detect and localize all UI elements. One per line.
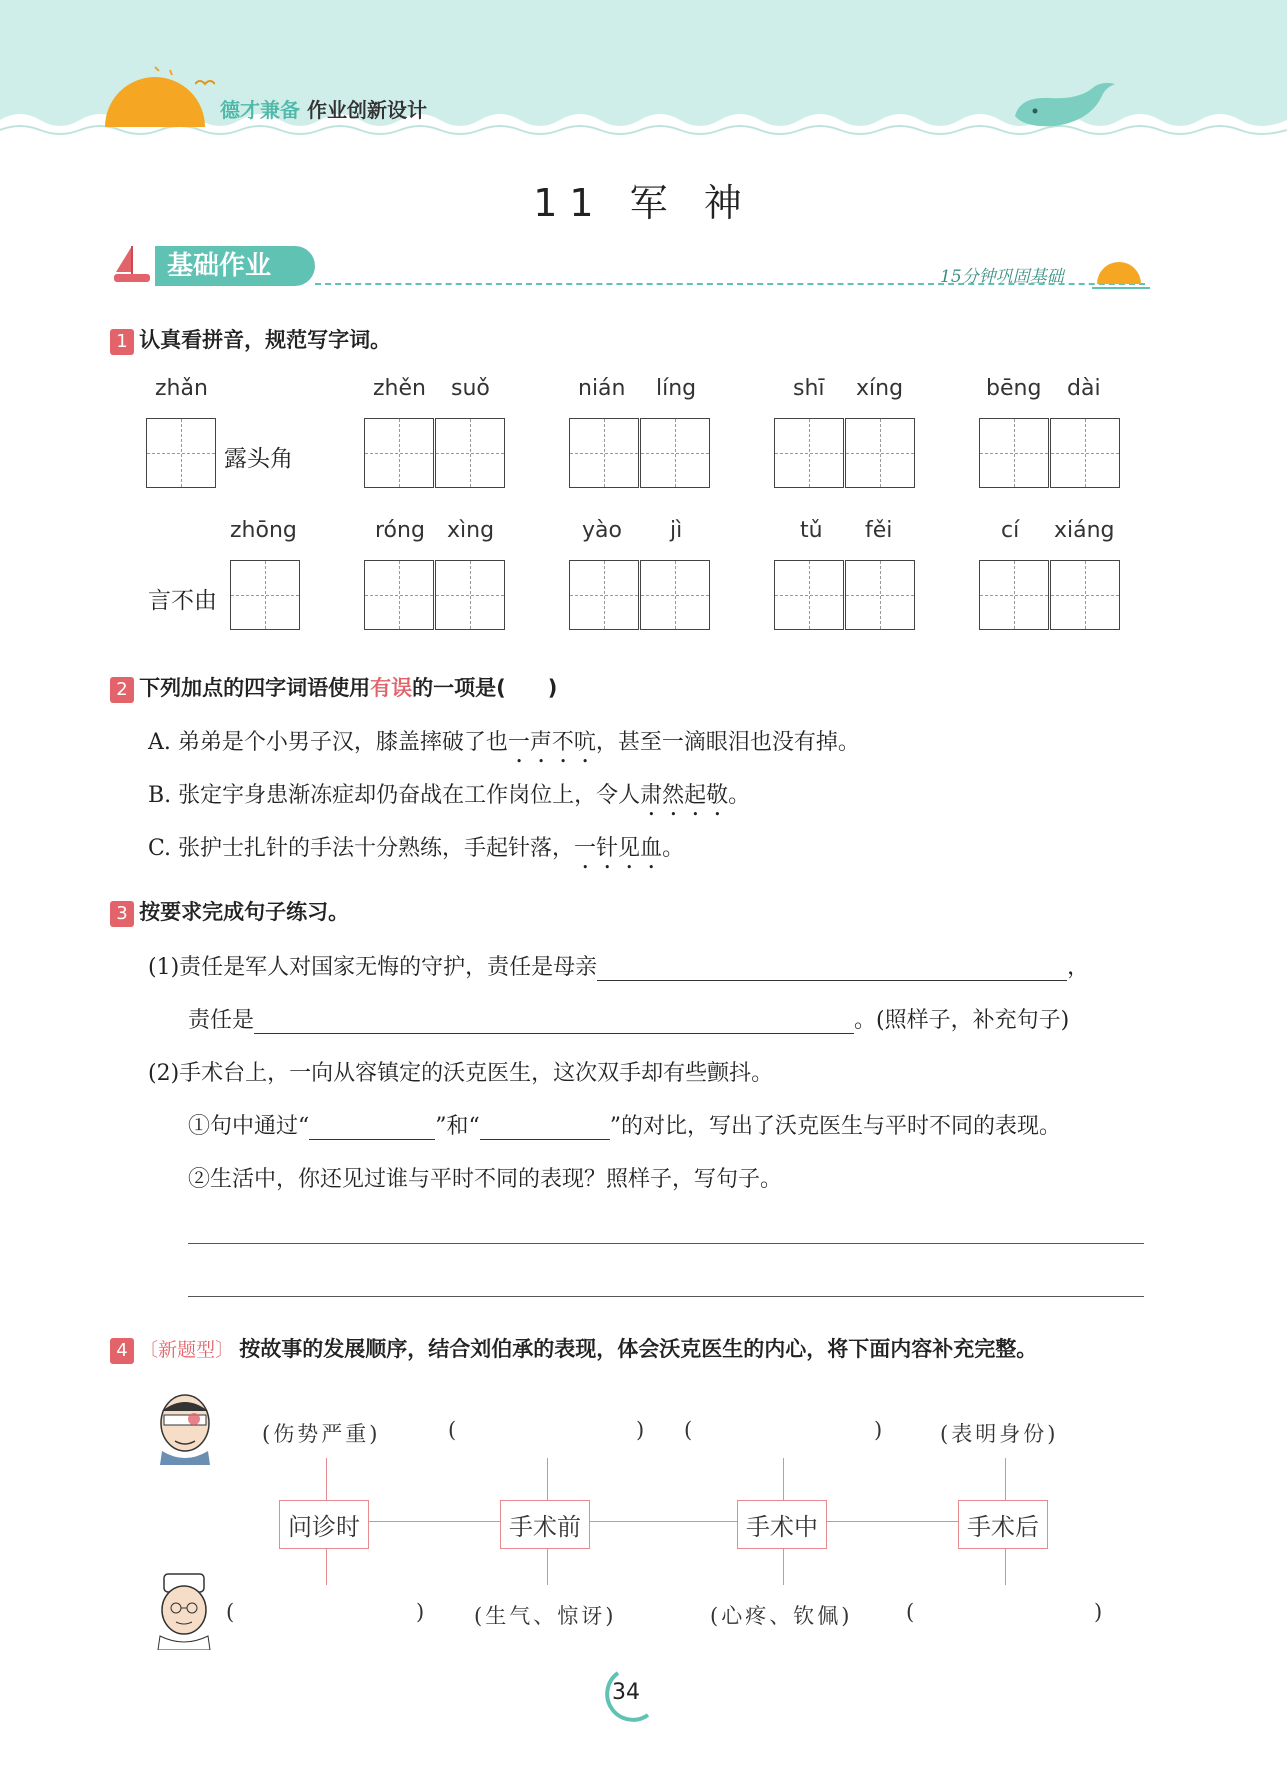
question-4-header: 4 〔新题型〕 按故事的发展顺序，结合刘伯承的表现，体会沃克医生的内心，将下面内容补充完整。 [110, 1333, 1037, 1364]
pinyin: zhǎn [155, 376, 208, 401]
section-subtitle: 15分钟巩固基础 [940, 267, 1064, 287]
page-number: 34 [612, 1680, 640, 1705]
bottom-label-close: ) [1094, 1600, 1106, 1624]
writing-box[interactable] [569, 560, 639, 630]
bottom-label: (心疼、钦佩) [710, 1604, 853, 1628]
pinyin: nián [578, 376, 626, 401]
pinyin: suǒ [451, 376, 490, 401]
top-label-close: ) [636, 1418, 648, 1442]
bird-icon [195, 78, 215, 90]
writing-box[interactable] [1050, 560, 1120, 630]
pinyin: xíng [856, 376, 904, 401]
writing-box[interactable] [1050, 418, 1120, 488]
page-title: 11 军 神 [533, 181, 754, 225]
pinyin: dài [1067, 376, 1101, 401]
writing-box[interactable] [845, 418, 915, 488]
writing-box[interactable] [230, 560, 300, 630]
word-prefix: 言不由 [148, 588, 217, 614]
q3-part2-b: ②生活中，你还见过谁与平时不同的表现？照样子，写句子。 [188, 1167, 783, 1192]
q3-part2: (2)手术台上，一向从容镇定的沃克医生，这次双手却有些颤抖。 [148, 1061, 774, 1086]
pinyin: xìng [447, 518, 495, 543]
writing-box[interactable] [640, 418, 710, 488]
top-label: (表明身份) [940, 1422, 1059, 1446]
pinyin: fěi [865, 518, 893, 543]
pinyin: jì [670, 518, 683, 543]
writing-box[interactable] [435, 418, 505, 488]
bottom-label-close: ) [416, 1600, 428, 1624]
bottom-label: (生气、惊讶) [474, 1604, 617, 1628]
sun-icon [100, 62, 210, 132]
writing-box[interactable] [146, 418, 216, 488]
pinyin: róng [375, 518, 425, 543]
stage-box: 手术前 [500, 1500, 590, 1549]
pinyin: xiáng [1054, 518, 1115, 543]
option-c[interactable]: C. 张护士扎针的手法十分熟练，手起针落，一针见血。 [148, 836, 685, 861]
answer-blank[interactable] [480, 1117, 610, 1140]
writing-box[interactable] [979, 560, 1049, 630]
option-b[interactable]: B. 张定宇身患渐冻症却仍奋战在工作岗位上，令人肃然起敬。 [148, 783, 751, 808]
brand-title: 德才兼备 作业创新设计 [220, 98, 427, 122]
writing-box[interactable] [845, 560, 915, 630]
top-label-close: ) [874, 1418, 886, 1442]
bottom-label-open[interactable]: ( [906, 1600, 918, 1624]
option-a[interactable]: A. 弟弟是个小男子汉，膝盖摔破了也一声不吭，甚至一滴眼泪也没有掉。 [148, 730, 860, 755]
writing-box[interactable] [774, 418, 844, 488]
q3-part1-line2: 责任是 。(照样子，补充句子) [188, 1008, 1070, 1033]
whale-icon [1010, 76, 1120, 136]
question-2-header: 2 下列加点的四字词语使用有误的一项是( ) [110, 672, 557, 703]
writing-box[interactable] [979, 418, 1049, 488]
writing-box[interactable] [364, 418, 434, 488]
writing-box[interactable] [364, 560, 434, 630]
timeline-line [326, 1521, 1006, 1522]
top-label-open[interactable]: ( [684, 1418, 696, 1442]
answer-blank[interactable] [597, 958, 1067, 981]
writing-box[interactable] [569, 418, 639, 488]
pinyin: zhěn [373, 376, 426, 401]
q3-part1-line1: (1)责任是军人对国家无悔的守护，责任是母亲 ， [148, 955, 1090, 980]
stage-box: 手术后 [958, 1500, 1048, 1549]
answer-line[interactable] [188, 1243, 1144, 1244]
patient-portrait-icon [150, 1385, 220, 1465]
answer-blank[interactable] [309, 1117, 435, 1140]
writing-box[interactable] [640, 560, 710, 630]
pinyin: shī [793, 376, 825, 401]
pinyin: líng [656, 376, 697, 401]
pinyin: yào [582, 518, 622, 543]
writing-box[interactable] [435, 560, 505, 630]
question-3-header: 3 按要求完成句子练习。 [110, 896, 349, 927]
bottom-label-open[interactable]: ( [226, 1600, 238, 1624]
stage-box: 问诊时 [279, 1500, 369, 1549]
sailboat-icon [110, 242, 155, 287]
q3-part2-a: ①句中通过“ ”和“ ”的对比，写出了沃克医生与平时不同的表现。 [188, 1114, 1061, 1139]
stage-box: 手术中 [737, 1500, 827, 1549]
doctor-portrait-icon [150, 1570, 220, 1650]
sunset-icon [1092, 256, 1152, 296]
pinyin: tǔ [800, 518, 823, 543]
answer-line[interactable] [188, 1296, 1144, 1297]
pinyin: cí [1001, 518, 1020, 543]
section-label: 基础作业 [155, 246, 315, 286]
pinyin: zhōng [230, 518, 297, 543]
top-label: (伤势严重) [262, 1422, 381, 1446]
answer-blank[interactable] [254, 1011, 854, 1034]
pinyin: bēng [986, 376, 1042, 401]
top-label-open[interactable]: ( [448, 1418, 460, 1442]
word-suffix: 露头角 [224, 446, 293, 472]
question-1-header: 1 认真看拼音，规范写字词。 [110, 324, 391, 355]
writing-box[interactable] [774, 560, 844, 630]
